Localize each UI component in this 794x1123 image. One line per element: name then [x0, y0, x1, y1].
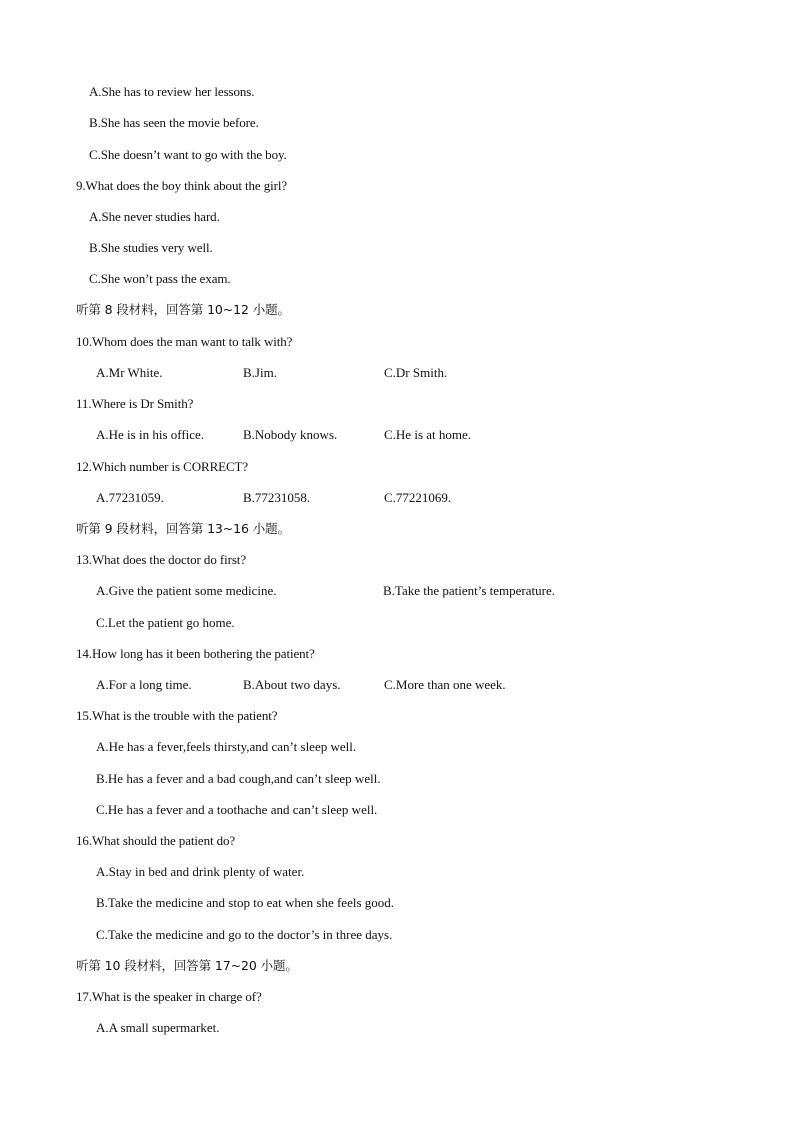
q9-option-a: A.She never studies hard. [89, 209, 220, 224]
q9-question: 9.What does the boy think about the girl? [76, 178, 288, 193]
q14-option-a: A.For a long time. [96, 677, 192, 692]
q13-option-a: A.Give the patient some medicine. [96, 583, 277, 598]
q10-question: 10.Whom does the man want to talk with? [76, 334, 293, 349]
q8-option-c: C.She doesn’t want to go with the boy. [89, 147, 287, 162]
q13-option-b: B.Take the patient’s temperature. [383, 583, 555, 598]
q9-option-c: C.She won’t pass the exam. [89, 271, 231, 286]
q15-option-c: C.He has a fever and a toothache and can’t sleep well. [96, 802, 378, 817]
q12-option-a: A.77231059. [96, 490, 164, 505]
q17-question: 17.What is the speaker in charge of? [76, 989, 262, 1004]
q14-option-c: C.More than one week. [384, 677, 506, 692]
q15-question: 15.What is the trouble with the patient? [76, 708, 278, 723]
q15-option-a: A.He has a fever,feels thirsty,and can’t sleep well. [96, 739, 357, 754]
q17-option-a: A.A small supermarket. [96, 1020, 220, 1035]
q13-option-c: C.Let the patient go home. [96, 615, 235, 630]
q8-option-a: A.She has to review her lessons. [89, 84, 255, 99]
q12-option-b: B.77231058. [243, 490, 311, 505]
section-9-heading: 听第 9 段材料，回答第 13~16 小题。 [76, 521, 290, 536]
section-10-heading: 听第 10 段材料，回答第 17~20 小题。 [76, 958, 298, 973]
q16-option-a: A.Stay in bed and drink plenty of water. [96, 864, 305, 879]
q11-option-a: A.He is in his office. [96, 427, 205, 442]
q14-option-b: B.About two days. [243, 677, 341, 692]
q16-question: 16.What should the patient do? [76, 833, 236, 848]
q11-question: 11.Where is Dr Smith? [76, 396, 194, 411]
q14-question: 14.How long has it been bothering the patient? [76, 646, 315, 661]
q9-option-b: B.She studies very well. [89, 240, 213, 255]
q8-option-b: B.She has seen the movie before. [89, 115, 259, 130]
q15-option-b: B.He has a fever and a bad cough,and can’t sleep well. [96, 771, 381, 786]
q12-question: 12.Which number is CORRECT? [76, 459, 249, 474]
q12-option-c: C.77221069. [384, 490, 452, 505]
q13-question: 13.What does the doctor do first? [76, 552, 246, 567]
q10-option-c: C.Dr Smith. [384, 365, 448, 380]
q16-option-b: B.Take the medicine and stop to eat when she feels good. [96, 895, 395, 910]
section-8-heading: 听第 8 段材料，回答第 10~12 小题。 [76, 302, 290, 317]
q11-option-c: C.He is at home. [384, 427, 472, 442]
q10-option-a: A.Mr White. [96, 365, 163, 380]
q16-option-c: C.Take the medicine and go to the doctor’s in three days. [96, 927, 393, 942]
q10-option-b: B.Jim. [243, 365, 277, 380]
q11-option-b: B.Nobody knows. [243, 427, 338, 442]
